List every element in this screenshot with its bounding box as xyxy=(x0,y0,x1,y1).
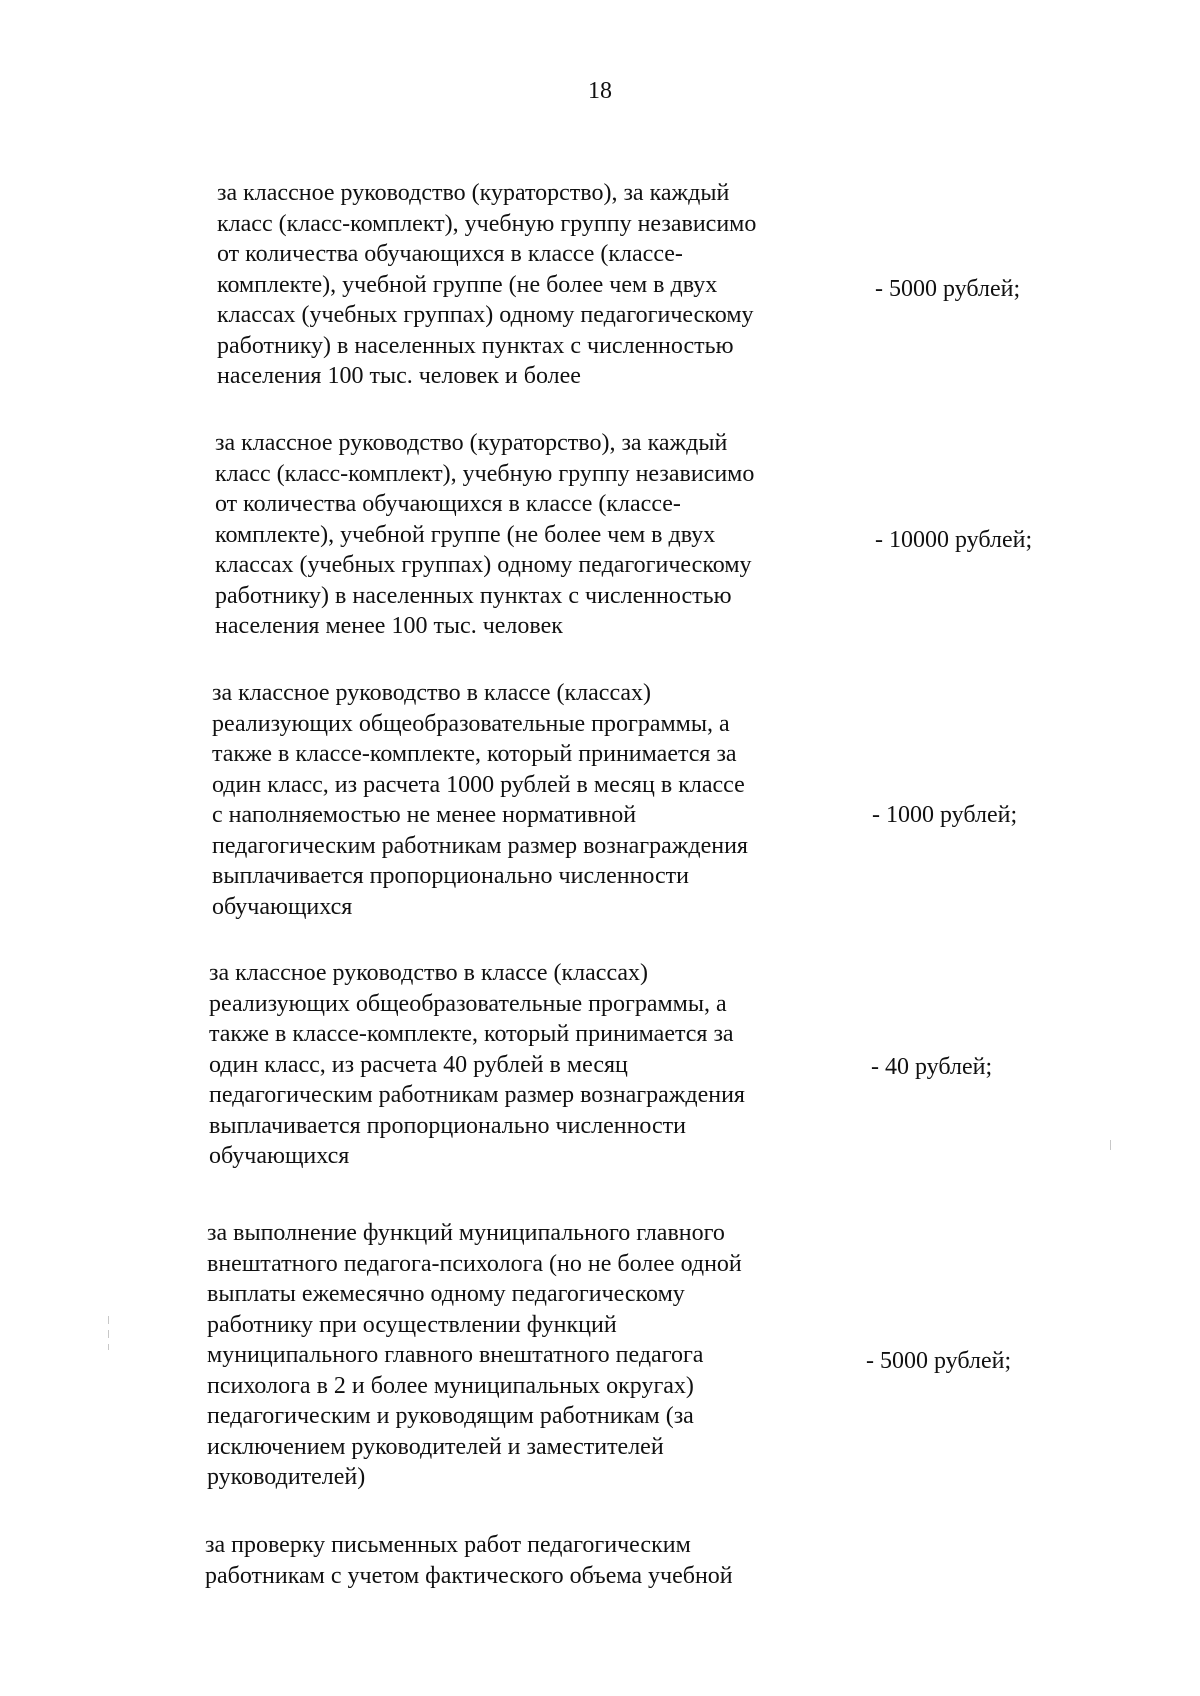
entry-written-works xyxy=(205,1530,1200,1600)
scan-speck xyxy=(108,1344,109,1350)
entry-description: за проверку письменных работ педагогическим работникам с учетом фактического объема учебной xyxy=(205,1532,733,1589)
entry-amount: - 40 рублей; xyxy=(871,1054,993,1080)
entry-homeroom-large-town xyxy=(217,178,1200,408)
entry-description: за классное руководство в классе (классах) реализующих общеобразовательные программы, а также в классе-комплекте, который принимается за один класс, из расчета 40 рублей в месяц педагогическим работникам размер вознаграждения выплачивается пропорционально численности обучающихся xyxy=(209,960,745,1169)
entry-homeroom-40 xyxy=(209,958,1200,1178)
page-number: 18 xyxy=(588,78,612,104)
entry-psychologist xyxy=(207,1218,1200,1498)
entry-amount: - 1000 рублей; xyxy=(872,802,1018,828)
entry-description: за классное руководство в классе (классах) реализующих общеобразовательные программы, а также в классе-комплекте, который принимается за один класс, из расчета 1000 рублей в месяц в классе с наполняемостью не менее нормативной педагогическим работникам размер вознаграждения выплачивается пропорционально численности обучающихся xyxy=(212,680,748,920)
entry-amount: - 10000 рублей; xyxy=(875,527,1033,553)
entry-amount: - 5000 рублей; xyxy=(875,276,1021,302)
entry-description: за классное руководство (кураторство), за каждый класс (класс-комплект), учебную группу независимо от количества обучающихся в классе (классе- комплекте), учебной группе (не более чем в двух классах (учебных группах) одному педагогическому работнику) в населенных пунктах с численностью населения менее 100 тыс. человек xyxy=(215,430,755,639)
scan-speck xyxy=(108,1330,109,1338)
scan-speck xyxy=(1110,1140,1111,1150)
entry-homeroom-small-town xyxy=(215,428,1200,658)
entry-description: за выполнение функций муниципального главного внештатного педагога-психолога (но не более одной выплаты ежемесячно одному педагогическому работнику при осуществлении функций муниципального главного внештатного педагога психолога в 2 и более муниципальных округах) педагогическим и руководящим работникам (за исключением руководителей и заместителей руководителей) xyxy=(207,1220,742,1490)
entry-amount: - 5000 рублей; xyxy=(866,1348,1012,1374)
entry-description: за классное руководство (кураторство), за каждый класс (класс-комплект), учебную группу независимо от количества обучающихся в классе (классе- комплекте), учебной группе (не более чем в двух классах (учебных группах) одному педагогическому работнику) в населенных пунктах с численностью населения 100 тыс. человек и более xyxy=(217,180,757,389)
entry-homeroom-1000 xyxy=(212,678,1200,928)
scan-speck xyxy=(108,1316,109,1324)
